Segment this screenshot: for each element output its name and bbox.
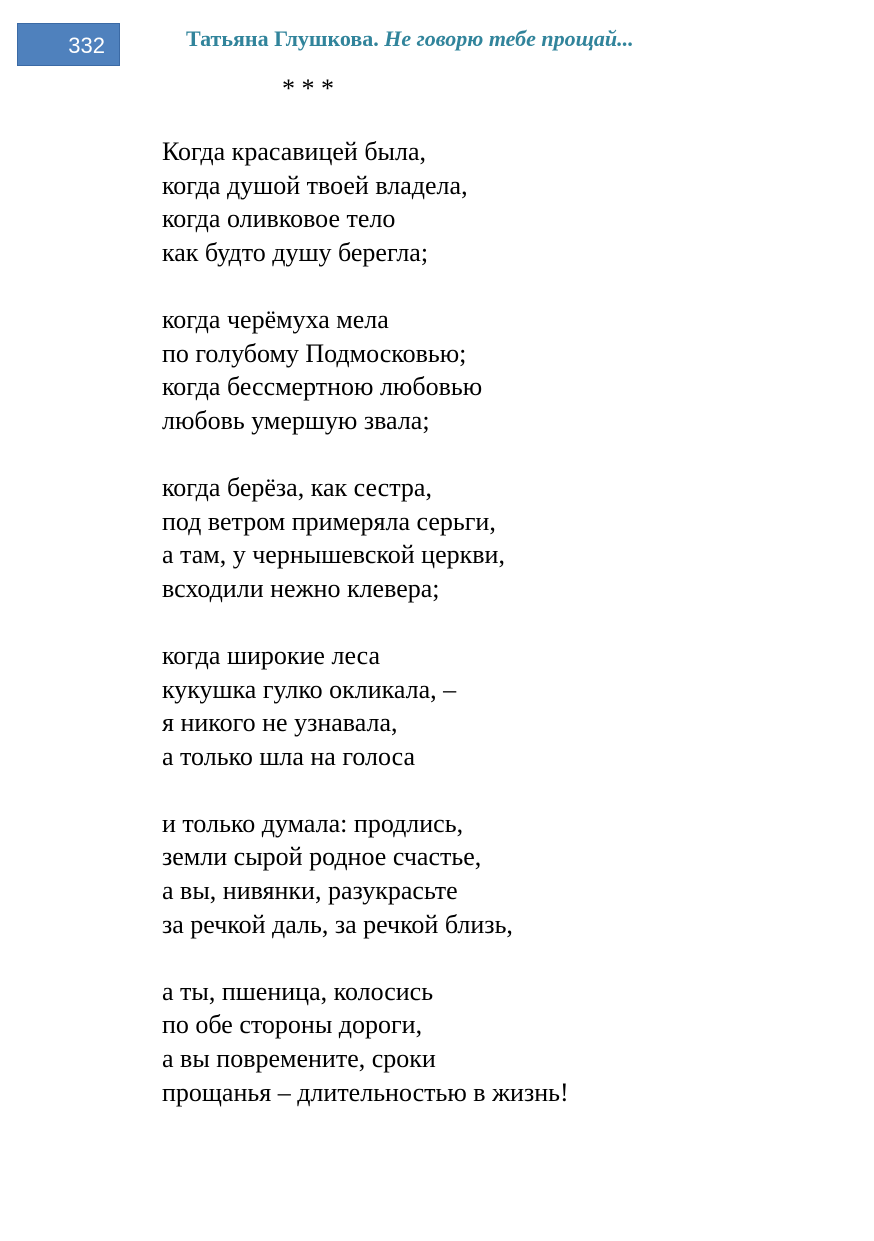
poem-line: за речкой даль, за речкой близь, — [162, 909, 513, 939]
poem-line: когда черёмуха мела — [162, 304, 389, 334]
poem-body — [162, 135, 569, 1143]
poem-line: земли сырой родное счастье, — [162, 842, 482, 872]
poem-line: всходили нежно клевера; — [162, 573, 440, 603]
poem-line: как будто душу берегла; — [162, 237, 429, 267]
poem-line: а вы повремените, сроки — [162, 1044, 436, 1074]
poem-line: Когда красавицей была, — [162, 137, 427, 166]
stanza-5 — [162, 807, 569, 941]
poem-line: когда душой твоей владела, — [162, 170, 468, 200]
poem-line: прощанья – длительностью в жизнь! — [162, 1077, 569, 1107]
poem-line: и только думала: продлись, — [162, 808, 464, 838]
header-author: Татьяна Глушкова. — [186, 26, 379, 51]
poem-line: а только шла на голоса — [162, 741, 416, 771]
stanza-4 — [162, 639, 569, 773]
poem-line: кукушка гулко окликала, – — [162, 674, 457, 704]
poem-line: по голубому Подмосковью; — [162, 338, 467, 368]
poem-line: когда оливковое тело — [162, 204, 396, 234]
stanza-3 — [162, 471, 569, 605]
stanza-6 — [162, 975, 569, 1109]
stanza-1 — [162, 135, 569, 269]
poem-line: любовь умершую звала; — [162, 405, 430, 435]
page-number: 332 — [68, 33, 105, 58]
running-header — [186, 26, 634, 52]
poem-line: по обе стороны дороги, — [162, 1010, 423, 1040]
poem-line: когда широкие леса — [162, 640, 381, 670]
poem-line: а вы, нивянки, разукрасьте — [162, 876, 458, 906]
poem-line: я никого не узнавала, — [162, 708, 398, 738]
poem-line: когда бессмертною любовью — [162, 372, 483, 402]
poem-line: а ты, пшеница, колосись — [162, 976, 434, 1006]
page-number-box — [17, 23, 120, 66]
poem-line: под ветром примеряла серьги, — [162, 506, 496, 536]
poem-line: а там, у чернышевской церкви, — [162, 540, 505, 570]
header-book-title: Не говорю тебе прощай... — [384, 26, 634, 51]
poem-separator: * * * — [282, 74, 334, 103]
stanza-2 — [162, 303, 569, 437]
poem-line: когда берёза, как сестра, — [162, 472, 432, 502]
